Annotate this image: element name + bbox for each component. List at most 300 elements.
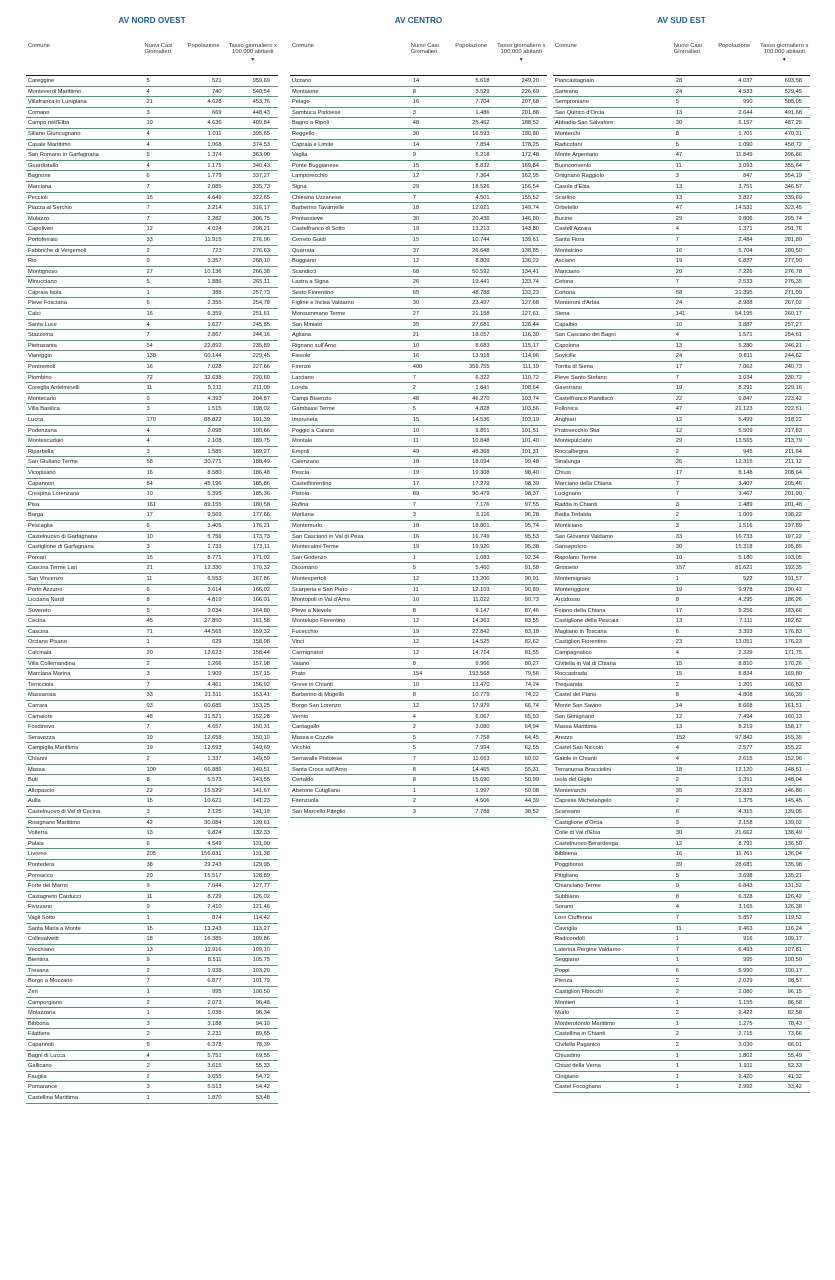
table-row [26,500,278,511]
cell-comune: Monteroni d'Arbia [555,300,600,307]
cell-popolazione: 1.068 [207,141,222,148]
cell-tasso: 110,72 [521,374,539,381]
cell-nuovi-casi: 2 [675,1031,679,1038]
cell-comune: Borgo San Lorenzo [292,703,342,710]
cell-tasso: 60,02 [524,756,539,762]
table-row [553,743,810,754]
cell-popolazione: 25.462 [472,120,490,127]
cell-tasso: 208,64 [784,469,802,476]
cell-popolazione: 14.531 [735,205,753,212]
cell-popolazione: 21.123 [735,406,753,413]
cell-tasso: 246,21 [784,342,802,349]
header-nuovi-casi[interactable]: Nuovi Casi Giornalieri [673,43,702,56]
cell-tasso: 190,42 [784,586,802,593]
table-row [553,214,810,225]
cell-nuovi-casi: 5 [146,1042,150,1049]
cell-nuovi-casi: 16 [146,469,153,476]
cell-tasso: 95,53 [524,533,539,540]
cell-nuovi-casi: 12 [675,713,683,720]
cell-popolazione: 2.420 [738,1073,753,1080]
cell-nuovi-casi: 2 [675,512,679,519]
table-row [26,87,278,98]
table-row [290,627,547,638]
table-row [553,574,810,585]
cell-popolazione: 11.916 [204,946,222,953]
table-row [26,341,278,352]
cell-tasso: 38,52 [524,808,539,815]
cell-tasso: 127,77 [252,883,270,890]
cell-tasso: 271,09 [784,289,802,296]
table-row [553,468,810,479]
cell-popolazione: 7.788 [475,808,490,815]
cell-popolazione: 66.886 [204,766,222,773]
cell-comune: Torrita di Siena [555,364,593,371]
cell-nuovi-casi: 54 [146,342,153,349]
table-row [26,373,278,384]
table-row [290,754,547,765]
cell-tasso: 158,17 [784,724,802,731]
cell-tasso: 116,24 [784,925,802,932]
cell-comune: Poggio a Caiano [292,427,335,434]
cell-nuovi-casi: 30 [675,544,683,551]
cell-popolazione: 6.359 [207,311,222,318]
cell-nuovi-casi: 24 [675,300,683,307]
header-comune[interactable]: Comune [292,43,314,49]
header-tasso[interactable] [496,42,547,75]
table-row [290,457,547,468]
cell-comune: Bagno a Ripoli [292,120,329,127]
cell-popolazione: 5.573 [207,777,222,784]
cell-tasso: 98,37 [524,491,539,498]
table-row [290,595,547,606]
cell-tasso: 186,48 [252,469,270,476]
cell-comune: Piancastagnaio [555,78,594,84]
cell-tasso: 74,22 [524,692,539,699]
cell-comune: Castelnuovo Berardenga [555,840,618,847]
table-row [553,97,810,108]
cell-comune: Podenzana [28,427,57,434]
table-row [26,871,278,882]
cell-tasso: 180,80 [521,130,539,137]
cell-popolazione: 4.819 [207,597,222,604]
cell-nuovi-casi: 84 [146,480,153,487]
cell-tasso: 245,85 [252,321,270,328]
cell-popolazione: 16.593 [472,130,490,137]
cell-comune: Pontedera [28,861,55,868]
cell-popolazione: 18.094 [472,459,490,466]
table-row [26,1029,278,1040]
cell-popolazione: 18.526 [472,183,490,190]
cell-comune: Livorno [28,851,47,858]
cell-popolazione: 2.282 [207,215,222,222]
cell-tasso: 223,42 [784,395,802,402]
cell-tasso: 65,93 [524,713,539,720]
header-popolazione[interactable]: Popolazione [187,43,220,49]
table-row [290,532,547,543]
cell-comune: Castellina in Chianti [555,1031,606,1038]
cell-popolazione: 5.280 [738,342,753,349]
cell-comune: Firenzuola [292,798,319,805]
cell-tasso: 83,55 [524,618,539,625]
cell-nuovi-casi: 10 [675,321,683,328]
section-av-sud-est [553,14,810,1093]
cell-popolazione: 7.062 [738,364,753,371]
cell-popolazione: 14.465 [472,766,490,773]
cell-popolazione: 7.364 [475,173,490,180]
table-row [26,616,278,627]
table-row [26,998,278,1009]
table-row [26,680,278,691]
cell-nuovi-casi: 93 [146,703,153,710]
cell-nuovi-casi: 8 [412,777,416,784]
cell-nuovi-casi: 7 [146,332,150,339]
cell-popolazione: 9.463 [738,925,753,932]
cell-nuovi-casi: 13 [146,830,153,837]
cell-comune: Abetone Cutigliano [292,787,341,794]
table-row [26,118,278,129]
cell-popolazione: 8.580 [207,469,222,476]
table-row [26,733,278,744]
cell-comune: Serravalle Pistoiese [292,756,343,762]
cell-comune: Molazzana [28,1010,56,1017]
cell-nuovi-casi: 7 [412,756,416,762]
cell-tasso: 396,66 [784,152,802,159]
cell-popolazione: 3.887 [738,321,753,328]
cell-popolazione: 4.549 [207,840,222,847]
cell-tasso: 197,89 [784,522,802,529]
table-row [26,765,278,776]
cell-nuovi-casi: 7 [146,183,150,190]
cell-popolazione: 3.615 [207,1063,222,1070]
table-row [26,150,278,161]
cell-popolazione: 26.648 [472,247,490,254]
cell-tasso: 152,28 [252,713,270,720]
cell-popolazione: 12.330 [204,565,222,572]
cell-nuovi-casi: 4 [146,130,150,137]
cell-comune: Magliano in Toscana [555,628,607,635]
cell-comune: Peccioli [28,194,48,201]
header-tasso[interactable] [228,42,278,75]
cell-nuovi-casi: 23 [675,639,683,646]
cell-comune: Castell'Azzara [555,226,592,233]
cell-popolazione: 54.195 [735,311,753,318]
table-row [26,267,278,278]
table-row [290,373,547,384]
cell-popolazione: 669 [212,109,222,116]
cell-nuovi-casi: 2 [412,798,416,805]
cell-comune: Montelupo Fiorentino [292,618,346,625]
table-row [553,976,810,987]
table-row [553,849,810,860]
cell-popolazione: 30.084 [204,819,222,826]
table-row [26,171,278,182]
table-row [290,193,547,204]
table-row [26,129,278,140]
cell-tasso: 355,64 [784,162,802,169]
cell-tasso: 267,02 [784,300,802,307]
cell-comune: Sinalunga [555,459,581,466]
header-nuovi-casi[interactable]: Nuovi Casi Giornalieri [144,43,173,56]
cell-popolazione: 5.756 [207,533,222,540]
cell-tasso: 150,31 [252,724,270,731]
cell-nuovi-casi: 2 [146,1073,150,1080]
cell-popolazione: 3.030 [738,1042,753,1049]
cell-popolazione: 13.918 [472,353,490,360]
table-row [553,775,810,786]
cell-nuovi-casi: 15 [146,925,153,932]
cell-comune: Minucciano [28,279,57,286]
table-row [553,818,810,829]
cell-tasso: 240,73 [784,364,802,371]
cell-tasso: 62,55 [524,745,539,752]
cell-nuovi-casi: 12 [412,703,420,710]
sort-descending-icon: ▼ [250,56,256,63]
cell-popolazione: 10.779 [472,692,490,699]
cell-comune: Crespina Lorenzana [28,491,80,498]
cell-nuovi-casi: 8 [412,88,416,95]
table-row [26,489,278,500]
cell-tasso: 103,20 [252,967,270,974]
cell-nuovi-casi: 65 [412,289,420,296]
cell-tasso: 260,17 [784,311,802,318]
table-row [26,786,278,797]
cell-comune: Stazzema [28,332,54,339]
table-row [26,839,278,850]
header-comune[interactable]: Comune [28,43,50,49]
cell-popolazione: 46.270 [472,395,490,402]
table-row [26,860,278,871]
cell-comune: Tresana [28,967,49,974]
cell-tasso: 227,66 [252,364,270,371]
table-row [553,669,810,680]
header-tasso[interactable] [759,42,810,75]
cell-nuovi-casi: 18 [675,766,683,773]
table-row [553,828,810,839]
table-row [26,108,278,119]
cell-nuovi-casi: 26 [412,279,420,286]
header-popolazione[interactable]: Popolazione [455,43,488,49]
table-row [290,203,547,214]
cell-comune: Bagni di Lucca [28,1052,66,1059]
cell-nuovi-casi: 1 [675,1063,679,1070]
cell-popolazione: 8.668 [738,703,753,710]
cell-comune: Montescudaio [28,438,64,445]
cell-tasso: 149,59 [252,756,270,762]
cell-nuovi-casi: 42 [146,819,153,826]
cell-tasso: 244,16 [252,332,270,339]
cell-popolazione: 2.029 [738,978,753,985]
cell-nuovi-casi: 4 [146,88,150,95]
cell-comune: Camporgiano [28,999,63,1006]
cell-comune: Montale [292,438,313,445]
cell-tasso: 90,89 [524,586,539,593]
table-row [553,510,810,521]
cell-popolazione: 16.733 [735,533,753,540]
cell-comune: Coreglia Antelminelli [28,385,80,392]
cell-nuovi-casi: 18 [412,205,420,212]
cell-nuovi-casi: 3 [675,173,679,180]
table-row [290,775,547,786]
cell-comune: Cortona [555,289,576,296]
table-row [553,235,810,246]
cell-popolazione: 995 [743,957,753,964]
cell-tasso: 169,84 [521,162,539,169]
cell-nuovi-casi: 29 [675,438,683,445]
cell-nuovi-casi: 7 [675,914,679,921]
cell-popolazione: 3.655 [207,1073,222,1080]
table-row [553,648,810,659]
cell-popolazione: 4.315 [738,808,753,815]
table-row [553,256,810,267]
cell-comune: Rignano sull'Arno [292,342,337,349]
table-row [26,246,278,257]
cell-comune: Castelfranco di Sotto [292,226,345,233]
cell-tasso: 171,75 [784,650,802,657]
cell-popolazione: 2.085 [207,183,222,190]
cell-comune: Cascina [28,628,49,635]
cell-tasso: 81,55 [524,650,539,657]
cell-popolazione: 2.992 [738,1084,753,1091]
cell-nuovi-casi: 2 [146,967,150,974]
cell-comune: Radda in Chianti [555,501,598,508]
cell-comune: Seggiano [555,957,580,964]
cell-popolazione: 12.021 [472,205,490,212]
table-row [553,902,810,913]
cell-comune: Civitella in Val di Chiana [555,660,616,667]
cell-popolazione: 6.837 [738,258,753,265]
cell-comune: Sambuca Pistoiese [292,109,341,116]
cell-nuovi-casi: 9 [146,883,150,890]
cell-tasso: 166,01 [252,597,270,604]
table-row [553,1051,810,1062]
cell-popolazione: 10.621 [204,798,222,805]
cell-tasso: 191,39 [252,417,270,423]
cell-popolazione: 12.693 [204,745,222,752]
cell-comune: Sarteano [555,88,579,95]
cell-comune: Castiglion Fibocchi [555,989,603,996]
header-comune[interactable]: Comune [555,43,577,49]
cell-comune: Radicofani [555,141,582,148]
cell-comune: Zeri [28,989,38,996]
table-row [553,500,810,511]
cell-nuovi-casi: 13 [675,183,683,190]
cell-comune: Bibbiena [555,851,578,858]
cell-tasso: 182,82 [784,618,802,625]
table-row [290,616,547,627]
cell-tasso: 201,48 [784,501,802,508]
table-row [553,426,810,437]
cell-tasso: 161,58 [252,618,270,625]
cell-tasso: 103,19 [521,417,539,423]
cell-comune: Carrara [28,703,48,710]
table-row [553,722,810,733]
cell-tasso: 183,66 [784,607,802,614]
cell-nuovi-casi: 9 [146,904,150,911]
cell-tasso: 211,09 [252,385,270,392]
cell-nuovi-casi: 1 [146,989,150,996]
cell-nuovi-casi: 7 [146,978,150,985]
cell-tasso: 220,60 [252,374,270,381]
cell-popolazione: 81.621 [735,565,753,572]
header-nuovi-casi[interactable]: Nuovi Casi Giornalieri [410,43,439,56]
cell-comune: Grosseto [555,565,579,572]
cell-nuovi-casi: 1 [146,639,150,646]
table-row [553,182,810,193]
cell-popolazione: 9.851 [475,427,490,434]
table-row [290,712,547,723]
cell-tasso: 265,11 [252,279,270,286]
table-row [553,945,810,956]
cell-nuovi-casi: 2 [146,1031,150,1038]
cell-popolazione: 90.479 [472,491,490,498]
cell-nuovi-casi: 9 [146,258,150,265]
table-row [553,373,810,384]
cell-tasso: 69,55 [255,1052,270,1059]
cell-nuovi-casi: 58 [146,459,153,466]
cell-tasso: 222,51 [784,406,802,413]
cell-tasso: 109,86 [252,936,270,943]
table-row [26,1093,278,1104]
cell-popolazione: 23.833 [735,787,753,794]
cell-popolazione: 945 [743,448,753,455]
cell-popolazione: 3.093 [738,162,753,169]
cell-tasso: 198,02 [252,406,270,413]
table-row [26,542,278,553]
table-row [553,351,810,362]
cell-popolazione: 5.460 [475,565,490,572]
cell-popolazione: 874 [212,914,222,921]
cell-nuovi-casi: 2 [675,777,679,784]
cell-popolazione: 2.867 [207,332,222,339]
cell-comune: Chiusi della Verna [555,1063,601,1070]
cell-comune: Bucine [555,215,573,222]
cell-popolazione: 28.681 [735,861,753,868]
cell-popolazione: 12.103 [472,586,490,593]
cell-comune: Marciana Marina [28,671,71,678]
table-row [290,743,547,754]
cell-popolazione: 19.441 [472,279,490,286]
cell-comune: Borgo a Mozzano [28,978,73,985]
cell-popolazione: 8.834 [738,671,753,678]
section-av-centro [290,14,547,818]
cell-nuovi-casi: 2 [675,1042,679,1049]
cell-comune: Fucecchio [292,628,318,635]
table-row [553,129,810,140]
cell-nuovi-casi: 27 [146,268,153,275]
header-popolazione[interactable]: Popolazione [718,43,751,49]
table-row [26,648,278,659]
table-row [290,246,547,257]
cell-nuovi-casi: 21 [412,332,420,339]
cell-nuovi-casi: 4 [675,904,679,911]
cell-comune: San Romano in Garfagnana [28,152,99,159]
cell-popolazione: 5.499 [738,417,753,423]
cell-nuovi-casi: 11 [675,162,682,169]
cell-nuovi-casi: 8 [412,607,416,614]
table-row [553,224,810,235]
cell-popolazione: 1.938 [207,967,222,974]
cell-comune: Impruneta [292,417,318,423]
cell-popolazione: 1.585 [207,448,222,455]
cell-popolazione: 1.515 [207,406,222,413]
table-row [290,320,547,331]
cell-nuovi-casi: 21 [146,565,153,572]
cell-nuovi-casi: 10 [412,342,420,349]
cell-nuovi-casi: 2 [412,385,416,392]
cell-nuovi-casi: 22 [146,787,153,794]
table-row [553,807,810,818]
cell-popolazione: 12.315 [735,459,753,466]
